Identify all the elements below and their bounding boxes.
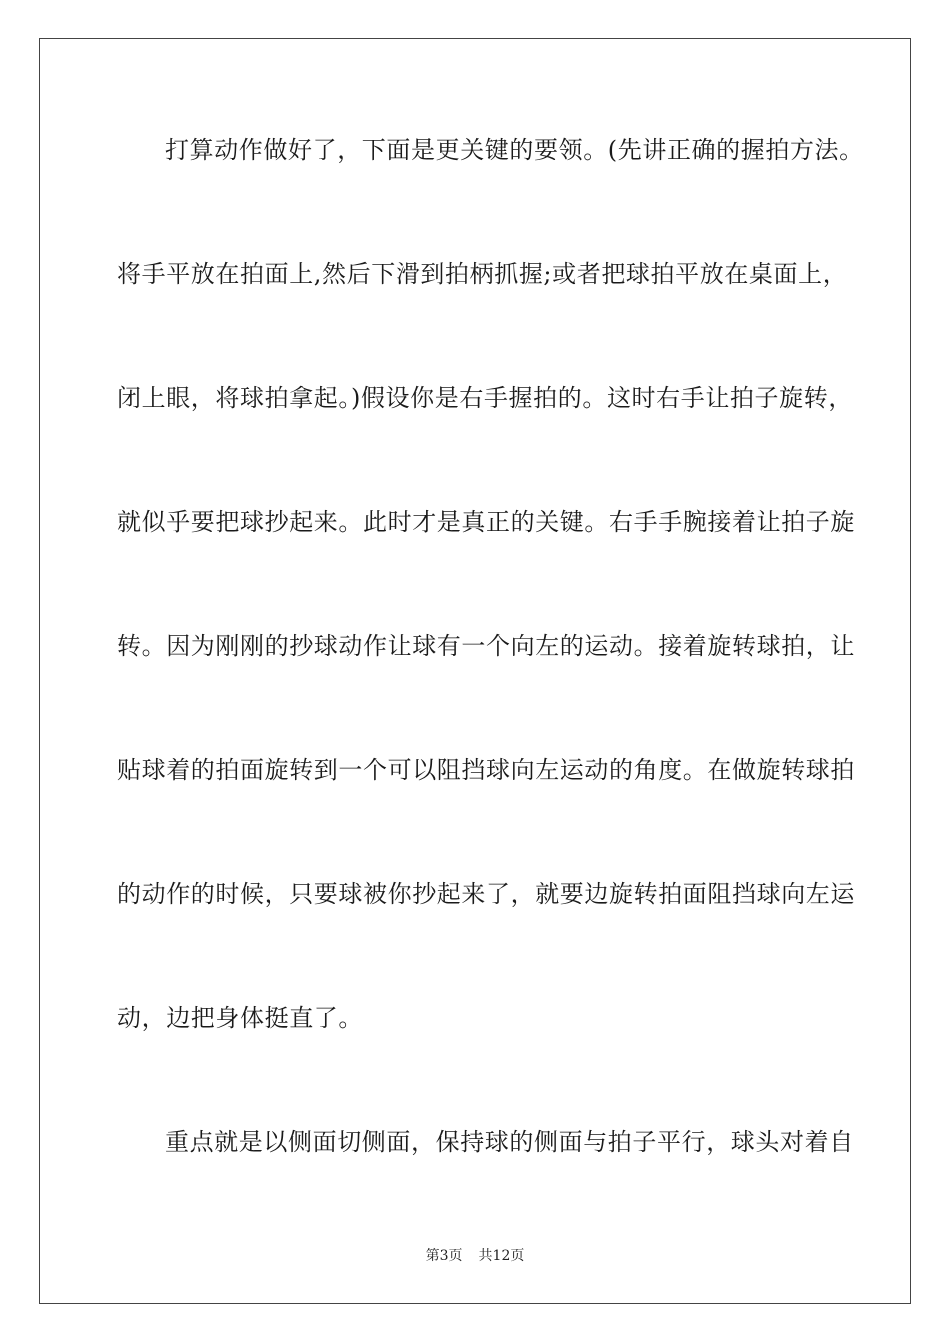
page-footer — [0, 1246, 950, 1266]
paragraph-line: 打算动作做好了，下面是更关键的要领。(先讲正确的握拍方法。 — [165, 136, 864, 164]
paragraph-line: 重点就是以侧面切侧面，保持球的侧面与拍子平行，球头对着自 — [165, 1128, 854, 1156]
page-total: 共12页 — [478, 1248, 525, 1264]
paragraph-line: 转。因为刚刚的抄球动作让球有一个向左的运动。接着旋转球拍，让 — [117, 632, 855, 660]
paragraph-line: 动，边把身体挺直了。 — [117, 1004, 363, 1032]
paragraph-line: 贴球着的拍面旋转到一个可以阻挡球向左运动的角度。在做旋转球拍 — [117, 756, 855, 784]
paragraph-line: 就似乎要把球抄起来。此时才是真正的关键。右手手腕接着让拍子旋 — [117, 508, 855, 536]
paragraph-line: 的动作的时候，只要球被你抄起来了，就要边旋转拍面阻挡球向左运 — [117, 880, 855, 908]
paragraph-line: 闭上眼，将球拍拿起。)假设你是右手握拍的。这时右手让拍子旋转， — [117, 384, 853, 412]
page-border — [39, 38, 911, 1304]
page-number: 第3页 — [425, 1248, 463, 1264]
paragraph-line: 将手平放在拍面上,然后下滑到拍柄抓握;或者把球拍平放在桌面上， — [117, 260, 848, 288]
